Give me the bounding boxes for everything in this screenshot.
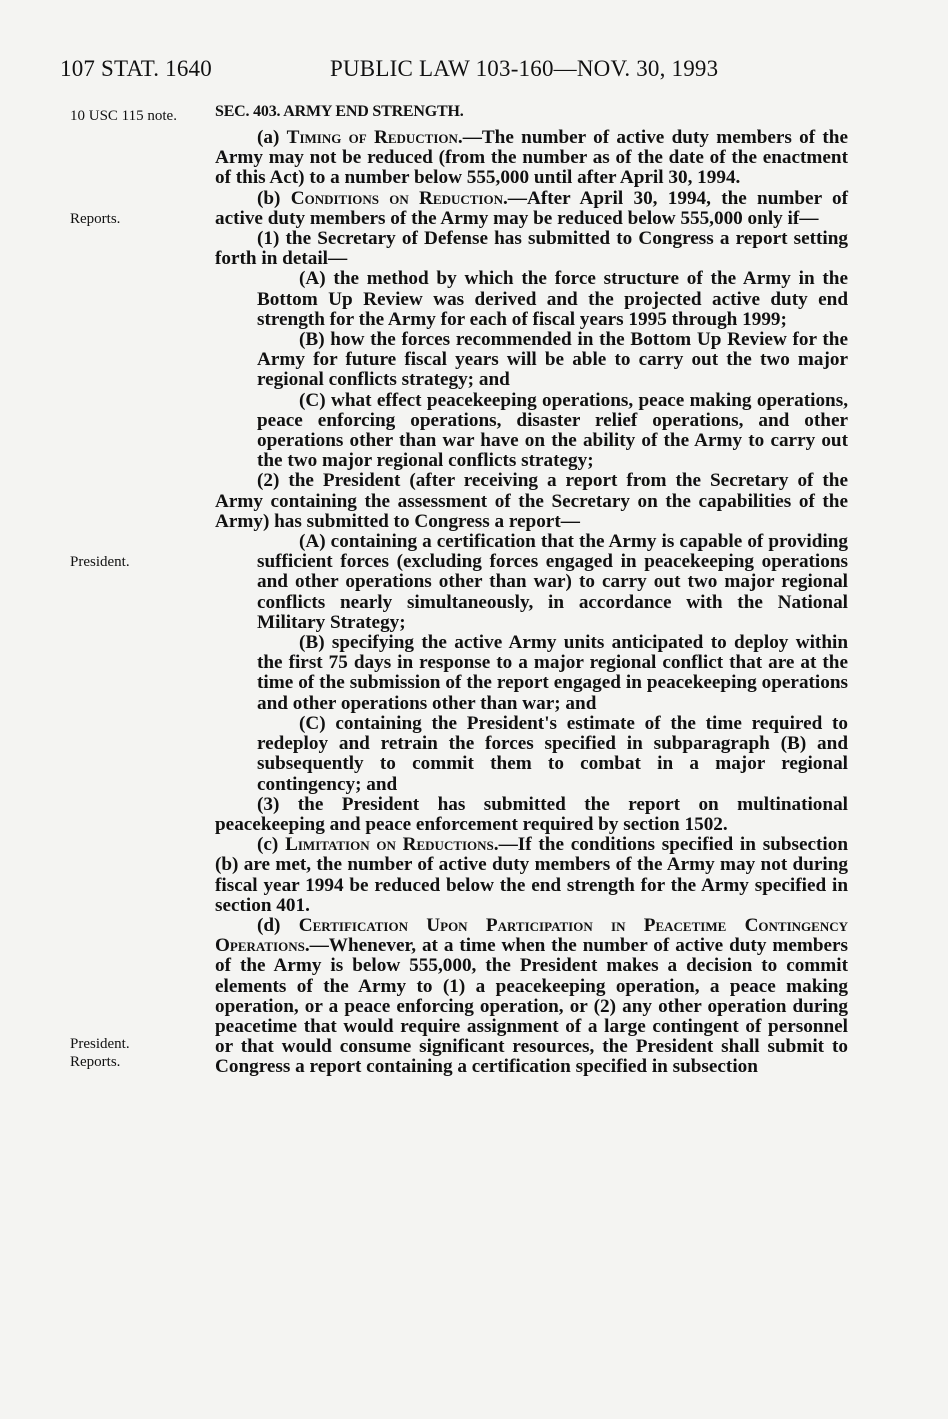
subsection-a xyxy=(215,128,848,189)
subsection-c-text: .—If the conditions specified in subsection (b) are met, the number of active duty members of the Army may not during fiscal year 1994 be reduced below the end strength for the Army specified in section 401. xyxy=(215,834,848,916)
subsection-b-text: .—After April 30, 1994, the number of active duty members of the Army may be reduced below 555,000 only if— xyxy=(215,187,849,229)
paragraph-b2: (2) the President (after receiving a report from the Secretary of the Army containing the assessment of the Secretary on the capabilities of the Army) has submitted to Congress a report— xyxy=(215,470,848,532)
subsection-d-title: Certification Upon Participation in Peacetime Contingency Operations xyxy=(215,914,848,957)
subparagraph-b2B: (B) specifying the active Army units anticipated to deploy within the first 75 days in response to a major regional conflict that are at the time of the submission of the report engaged in peacekeeping operations and other operations other than war; and xyxy=(257,632,848,714)
subparagraph-b1C: (C) what effect peacekeeping operations, peace making operations, peace enforcing operations, disaster relief operations, and other operations other than war have on the ability of the Army to carry out the two major regional conflicts strategy; xyxy=(257,389,848,472)
margin-note-usc: 10 USC 115 note. xyxy=(70,108,177,124)
subparagraph-b2A: (A) containing a certification that the Army is capable of providing sufficient forces (excluding forces engaged in peacekeeping operations and other operations other than war) to carry out two major regional conflicts nearly simultaneously, in accordance with the National Military Strategy; xyxy=(257,531,848,633)
subsection-d-text: .—Whenever, at a time when the number of active duty members of the Army is below 555,000, the President makes a decision to commit elements of the Army to (1) a peacekeeping operation, a peace making operation, or a peace enforcing operation, or (2) any other operation during peacetime that would require assignment of a large contingent of personnel or that would consume significant resources, the President shall submit to Congress a report containing a certification specified in subsection xyxy=(215,935,848,1078)
subsection-a-title: Timing of Reduction xyxy=(286,127,458,148)
public-law-citation: PUBLIC LAW 103-160—NOV. 30, 1993 xyxy=(330,56,719,81)
subsection-a-label: (a) xyxy=(257,127,287,148)
margin-note-reports: Reports. xyxy=(70,211,121,227)
subsection-c xyxy=(215,835,848,916)
subparagraph-b1A: (A) the method by which the force structure of the Army in the Bottom Up Review was derived and the projected active duty end strength for the Army for each of fiscal years 1995 through 1999; xyxy=(257,268,848,330)
section-heading: SEC. 403. ARMY END STRENGTH. xyxy=(215,103,464,120)
paragraph-b3: (3) the President has submitted the report on multinational peacekeeping and peace enforcement required by section 1502. xyxy=(215,793,848,835)
subsection-d-label: (d) xyxy=(257,914,299,936)
margin-note-reports: Reports. xyxy=(70,1054,121,1070)
stat-page-number: 107 STAT. 1640 xyxy=(60,56,212,81)
subparagraph-b2C: (C) containing the President's estimate of the time required to redeploy and retrain the forces specified in subparagraph (B) and subsequently to commit them to combat in a major regional contingency; and xyxy=(257,712,848,795)
statute-body xyxy=(215,102,848,1078)
subsection-b-title: Conditions on Reduction xyxy=(290,187,503,209)
subsection-b xyxy=(215,189,848,229)
margin-note-president: President. xyxy=(70,554,130,570)
margin-note-president: President. xyxy=(70,1036,130,1052)
paragraph-b1: (1) the Secretary of Defense has submitted to Congress a report setting forth in detail— xyxy=(215,228,848,270)
subsection-b-label: (b) xyxy=(257,187,291,209)
subsection-a-text: .—The number of active duty members of the Army may not be reduced (from the number as of the date of the enactment of this Act) to a number below 555,000 until after April 30, 1994. xyxy=(215,127,848,189)
subparagraph-b1B: (B) how the forces recommended in the Bottom Up Review for the Army for future fiscal years will be able to carry out the two major regional conflicts strategy; and xyxy=(257,329,848,391)
subsection-c-label: (c) xyxy=(257,834,286,856)
subsection-c-title: Limitation on Reductions xyxy=(285,834,494,856)
subsection-d xyxy=(215,916,848,1078)
